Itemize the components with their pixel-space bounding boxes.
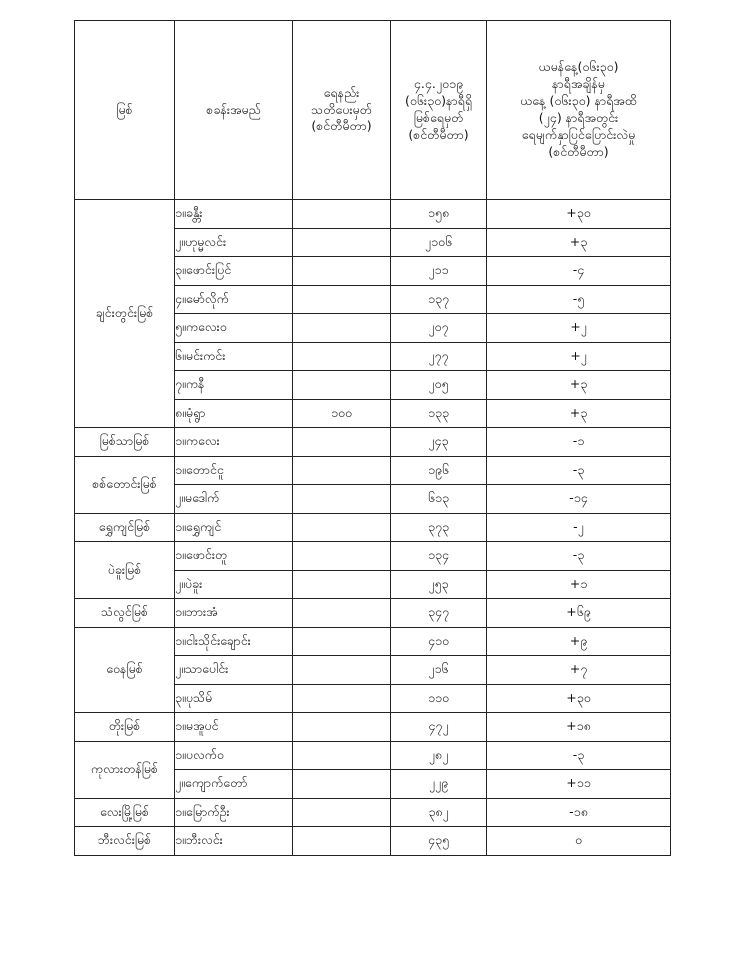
water-level-cell: ၂၁၀၆ <box>391 228 487 257</box>
station-cell: ၈။မုံရွာ <box>175 399 293 428</box>
level-change-cell: +၇ <box>487 656 671 685</box>
level-change-cell: -၃ <box>487 542 671 571</box>
level-change-cell: -၄ <box>487 257 671 286</box>
station-cell: ၇။ကနီ <box>175 371 293 400</box>
level-change-cell: -၃ <box>487 741 671 770</box>
danger-level-cell <box>293 656 391 685</box>
table-row <box>75 827 671 856</box>
level-change-cell: +၃ <box>487 399 671 428</box>
water-level-cell: ၄၇၂ <box>391 713 487 742</box>
station-cell: ၂။ကျောက်တော် <box>175 770 293 799</box>
station-cell: ၂။သာပေါင်း <box>175 656 293 685</box>
station-cell: ၁။ပလက်ဝ <box>175 741 293 770</box>
water-level-cell: ၂၁၆ <box>391 656 487 685</box>
water-level-cell: ၂၇၇ <box>391 342 487 371</box>
station-cell: ၁။ဖောင်းတူ <box>175 542 293 571</box>
water-level-cell: ၃၇၃ <box>391 513 487 542</box>
river-name-cell: ဝေနမြစ် <box>75 627 175 713</box>
header-station: စခန်းအမည် <box>175 21 293 200</box>
header-river: မြစ် <box>75 21 175 200</box>
danger-level-cell <box>293 542 391 571</box>
station-cell: ၂။မဒေါက် <box>175 485 293 514</box>
water-level-cell: ၄၃၅ <box>391 827 487 856</box>
danger-level-cell <box>293 428 391 457</box>
river-name-cell: ချင်းတွင်းမြစ် <box>75 200 175 428</box>
table-row <box>75 513 671 542</box>
danger-level-cell <box>293 741 391 770</box>
danger-level-cell <box>293 200 391 229</box>
river-level-table <box>74 20 671 856</box>
danger-level-cell <box>293 798 391 827</box>
station-cell: ၂။ဟုမ္မလင်း <box>175 228 293 257</box>
table-row <box>75 428 671 457</box>
water-level-cell: ၁၉၆ <box>391 456 487 485</box>
station-cell: ၁။ဘီးလင်း <box>175 827 293 856</box>
table-row <box>75 599 671 628</box>
level-change-cell: +၁ <box>487 570 671 599</box>
river-name-cell: တိုးမြစ် <box>75 713 175 742</box>
level-change-cell: -၂ <box>487 513 671 542</box>
header-level-change: ယမန်နေ့(၀၆း၃၀) နာရီအချိန်မှ ယနေ့ (၀၆း၃၀) နာရီအထိ (၂၄) နာရီအတွင်း ရေမျက်နှာပြင်ပြောင်းလဲမှု (စင်တီမီတာ) <box>487 21 671 200</box>
water-level-cell: ၂၈၂ <box>391 741 487 770</box>
river-name-cell: စစ်တောင်းမြစ် <box>75 456 175 513</box>
danger-level-cell <box>293 456 391 485</box>
river-name-cell: သံလွင်မြစ် <box>75 599 175 628</box>
danger-level-cell <box>293 371 391 400</box>
level-change-cell: -၅ <box>487 285 671 314</box>
danger-level-cell <box>293 713 391 742</box>
header-danger-level: ရေနည်း သတိပေးမှတ် (စင်တီမီတာ) <box>293 21 391 200</box>
danger-level-cell: ၁၀၀ <box>293 399 391 428</box>
header-water-level: ၄.၄.၂၀၁၉ (၀၆း၃၀)နာရီရှိ မြစ်ရေမှတ် (စင်တီမီတာ) <box>391 21 487 200</box>
danger-level-cell <box>293 513 391 542</box>
water-level-cell: ၆၁၃ <box>391 485 487 514</box>
station-cell: ၁။ငါးသိုင်းချောင်း <box>175 627 293 656</box>
table-row <box>75 456 671 485</box>
water-level-cell: ၁၃၃ <box>391 399 487 428</box>
station-cell: ၁။ခန္တီး <box>175 200 293 229</box>
danger-level-cell <box>293 285 391 314</box>
station-cell: ၃။ပုသိမ် <box>175 684 293 713</box>
level-change-cell: +၁၁ <box>487 770 671 799</box>
level-change-cell: +၂ <box>487 342 671 371</box>
station-cell: ၆။မင်းကင်း <box>175 342 293 371</box>
danger-level-cell <box>293 627 391 656</box>
river-name-cell: မြစ်သာမြစ် <box>75 428 175 457</box>
danger-level-cell <box>293 342 391 371</box>
level-change-cell: +၃၀ <box>487 200 671 229</box>
station-cell: ၄။မော်လိုက် <box>175 285 293 314</box>
danger-level-cell <box>293 485 391 514</box>
level-change-cell: -၁၈ <box>487 798 671 827</box>
water-level-cell: ၂၁၁ <box>391 257 487 286</box>
river-name-cell: ကုလားတန်မြစ် <box>75 741 175 798</box>
table-row <box>75 713 671 742</box>
water-level-cell: ၁၁၀ <box>391 684 487 713</box>
level-change-cell: +၂ <box>487 314 671 343</box>
table-row <box>75 627 671 656</box>
station-cell: ၁။မအူပင် <box>175 713 293 742</box>
danger-level-cell <box>293 599 391 628</box>
danger-level-cell <box>293 228 391 257</box>
station-cell: ၁။ကလေး <box>175 428 293 457</box>
level-change-cell: -၁၄ <box>487 485 671 514</box>
water-level-cell: ၂၀၅ <box>391 371 487 400</box>
water-level-cell: ၁၃၇ <box>391 285 487 314</box>
level-change-cell: +၁၈ <box>487 713 671 742</box>
danger-level-cell <box>293 684 391 713</box>
water-level-cell: ၂၂၉ <box>391 770 487 799</box>
level-change-cell: -၃ <box>487 456 671 485</box>
danger-level-cell <box>293 570 391 599</box>
level-change-cell: +၃ <box>487 228 671 257</box>
header-row <box>75 21 671 200</box>
level-change-cell: +၃၀ <box>487 684 671 713</box>
water-level-cell: ၁၅၈ <box>391 200 487 229</box>
station-cell: ၃။ဖောင်းပြင် <box>175 257 293 286</box>
table-row <box>75 741 671 770</box>
danger-level-cell <box>293 770 391 799</box>
water-level-cell: ၂၀၇ <box>391 314 487 343</box>
water-level-cell: ၂၄၃ <box>391 428 487 457</box>
danger-level-cell <box>293 827 391 856</box>
level-change-cell: +၆၉ <box>487 599 671 628</box>
danger-level-cell <box>293 314 391 343</box>
table-row <box>75 542 671 571</box>
river-name-cell: ပဲခူးမြစ် <box>75 542 175 599</box>
level-change-cell: +၃ <box>487 371 671 400</box>
station-cell: ၅။ကလေးဝ <box>175 314 293 343</box>
river-name-cell: ဘီးလင်းမြစ် <box>75 827 175 856</box>
level-change-cell: +၉ <box>487 627 671 656</box>
water-level-cell: ၃၈၂ <box>391 798 487 827</box>
station-cell: ၁။ဘားအံ <box>175 599 293 628</box>
water-level-cell: ၃၄၇ <box>391 599 487 628</box>
danger-level-cell <box>293 257 391 286</box>
station-cell: ၁။တောင်ငူ <box>175 456 293 485</box>
station-cell: ၁။ရွှေကျင် <box>175 513 293 542</box>
water-level-cell: ၂၅၃ <box>391 570 487 599</box>
table-row <box>75 200 671 229</box>
station-cell: ၁။မြောက်ဦး <box>175 798 293 827</box>
river-name-cell: ရွှေကျင်မြစ် <box>75 513 175 542</box>
level-change-cell: ၀ <box>487 827 671 856</box>
water-level-cell: ၁၃၄ <box>391 542 487 571</box>
station-cell: ၂။ပဲခူး <box>175 570 293 599</box>
river-name-cell: လေးမြို့မြစ် <box>75 798 175 827</box>
table-body <box>75 200 671 856</box>
table-row <box>75 798 671 827</box>
water-level-cell: ၄၁၀ <box>391 627 487 656</box>
level-change-cell: -၁ <box>487 428 671 457</box>
